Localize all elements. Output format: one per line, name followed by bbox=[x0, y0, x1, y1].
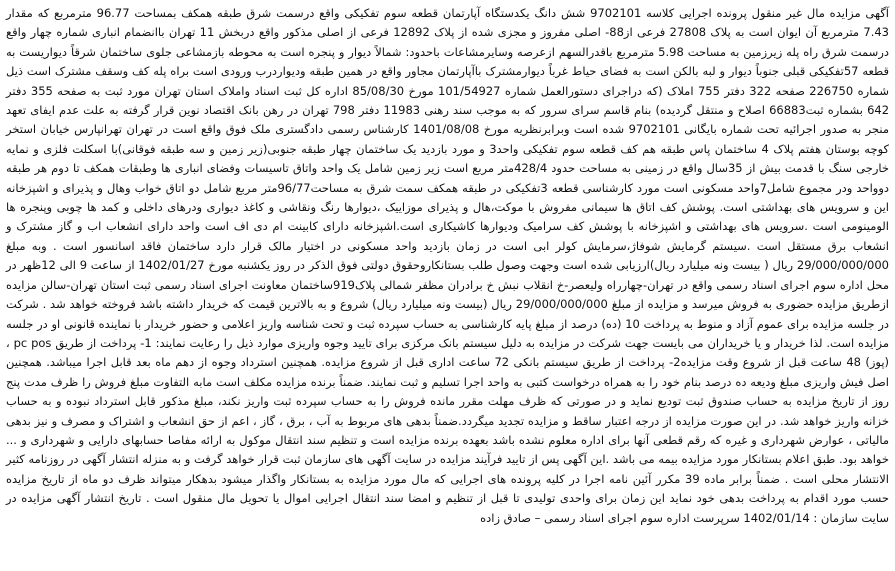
auction-notice-text: آگهی مزایده مال غیر منقول پرونده اجرایی کلاسه 9702101 شش دانگ یکدستگاه آپارتمان قطعه سوم تفکیکی واقع درسمت شرق طبقه همکف بمساحت 96.77 مترمربع که مقدار 7.43 مترمربع آن ایوان است به پلاک 27808 فرعی از88- اصلی مفروز و مجزی شده از پلاک 12892 فرعی از اصلی مذکور واقع دربخش 11 تهران باانضمام انباری شماره چهار واقع درسمت شرق راه پله زیرزمین به مساحت 5.98 مترمربع باقدرالسهم ازعرصه وسایرمشاعات باحدود: شمالاً دیوار و پنجره است به محوطه بازمشاعی جلوی ساختمان شرقاً دیواریست به قطعه 57تفکیکی قبلی جنوباً دیوار و لبه بالکن است به فضای حیاط غرباً دیوارمشترک باآپارتمان مجاور واقع در همین طبقه ودیواردرب ورودی است براه پله کف وسقف مشترک است ذیل شماره 226750 صفحه 322 دفتر 755 املاک (که دراجرای دستورالعمل شماره 101/54927 مورخ 85/08/30 اداره کل ثبت اسناد واملاک استان تهران مورد ثبت به صفحه 355 دفتر 642 بشماره ثبت66883 اصلاح و منتقل گردیده) بنام قاسم سرای سرور که به موجب سند رهنی 11983 دفتر 798 تهران در رهن بانک اقتصاد نوین قرار گرفته به علت عدم ایفای تعهد منجر به صدور اجرائیه تحت شماره بایگانی 9702101 شده است وبرابرنظریه مورخ 1401/08/08 کارشناس رسمی دادگستری ملک فوق واقع است در تهران تهرانپارس خیابان استخر کوچه بوستان هفتم پلاک 4 ساختمان پاس طبقه هم کف قطعه سوم تفکیکی واحد3 و مورد بازدید یک ساختمان چهار طبقه جنوبی(زیر زمین و سه طبقه فوقانی)با اسکلت فلزی و نمایه خارجی سنگ با قدمت بیش از 35سال واقع در زمینی به مساحت حدود 428/4متر مربع است زیر زمین شامل یک واحد واتاق تاسیسات وفضای انباری ها وطبقات همکف تا دوم هر طبقه دوواحد ودر مجموع شامل7واحد مسکونی است مورد کارشناسی قطعه 3تفکیکی در طبقه همکف سمت شرق به مساحت96/77متر مربع شامل دو اتاق خواب وهال و پذیرای و اشپزخانه این و سرویس های بهداشتی است. پوشش کف اتاق ها سیمانی مفروش با موکت،هال و پذیرای موزاییک ،دیوارها رنگ ونقاشی و کاغذ دیواری ودرهای داخلی و کمد ها چوبی وپنجره ها الومینومی است .سرویس های بهداشتی و اشپزخانه با پوشش کف سرامیک ودیوارها کاشیکاری است.اشپزخانه دارای کابینت ام دی اف است واحد دارای انشعاب اب و گاز مشترک و انشعاب برق مستقل است .سیستم گرمایش شوفاژ،سرمایش کولر ابی است در زمان بازدید واحد مسکونی در اختیار مالک قرار دارد ساختمان فاقد اسانسور است . وبه مبلغ 29/000/000/000 ریال ( بیست ونه میلیارد ریال)ارزیابی شده است وجهت وصول طلب بستانکاروحقوق دولتی فوق الذکر در روز یکشنبه مورخ 1402/01/27 از ساعت 9 الی 12ظهر در محل اداره سوم اجرای اسناد رسمی واقع در تهران-چهارراه ولیعصر-خ انقلاب نبش خ برادران مظفر شمالی پلاک919ساختمان معاونت اجرای اسناد رسمی ثبت استان تهران-سالن مزایده ازطریق مزایده حضوری به فروش میرسد و مزایده از مبلغ 29/000/000/000 ریال (بیست ونه میلیارد ریال) شروع و به بالاترین قیمت که خریدار داشته باشد فروخته خواهد شد . شرکت در جلسه مزایده برای عموم آزاد و منوط به پرداخت 10 (ده) درصد از مبلغ پایه کارشناسی به حساب سپرده ثبت و تحت شناسه واریز اعلامی و حضور خریدار با نماینده قانونی او در جلسه مزایده است. لذا خریدار و یا خریداران می بایست جهت شرکت در مزایده به دلیل سیستم بانک مرکزی برای تایید وجوه واریزی موارد ذیل را رعایت نمایند: 1- پرداخت از طریق pc pos ، (پوز) 48 ساعت قبل از شروع وقت مزایده2- پرداخت از طریق سیستم بانکی 72 ساعت اداری قبل از شروع مزایده. همچنین استرداد وجوه از دهم ماه بعد قابل اجرا میباشد. همچنین اصل فیش واریزی مبلغ ودیعه ده درصد بنام خود را به همراه درخواست کتبی به واحد اجرا تسلیم و ثبت نمایند. ضمناً برنده مزایده مکلف است مابه التفاوت مبلغ فروش را ظرف مدت پنج روز از تاریخ مزایده به حساب صندوق ثبت تودیع نماید و در صورتی که ظرف مهلت مقرر مانده فروش را به حساب سپرده ثبت واریز نکند، مبلغ مذکور قابل استرداد نبوده و به حساب خزانه واریز خواهد شد. در این صورت مزایده از درجه اعتبار ساقط و مزایده تجدید میگردد.ضمناً بدهی های مربوط به آب ، برق ، گاز ، اعم از حق انشعاب و اشتراک و مصرف و نیز بدهی مالیاتی ، عوارض شهرداری و غیره که رقم قطعی آنها برای اداره معلوم نشده باشد بعهده برنده مزایده است و تنظیم سند انتقال موکول به ارائه مفاصا حسابهای دارایی و شهرداری و ... خواهد بود. طبق اعلام بستانکار مورد مزایده بیمه می باشد .این آگهی پس از تایید فرآیند مزایده در سایت آگهی های سازمان ثبت قرار خواهد گرفت و به منزله انتشار آگهی در روزنامه کثیر الانتشار محلی است . ضمناً برابر ماده 39 مکرر آئین نامه اجرا در کلیه پرونده های اجرایی که مال مورد مزایده به بستانکار واگذار میشود بدهکار میتواند ظرف دو ماه از تاریخ مزایده حسب مورد اقدام به پرداخت بدهی خود نماید این زمان برای واحدی تولیدی تا قبل از تنظیم و امضا سند انتقال اجرایی اموال یا تحویل مال منقول است . تاریخ انتشار آگهی مزایده در سایت سازمان : 1402/01/14 سرپرست اداره سوم اجرای اسناد رسمی – صادق زاده bbox=[6, 6, 890, 525]
